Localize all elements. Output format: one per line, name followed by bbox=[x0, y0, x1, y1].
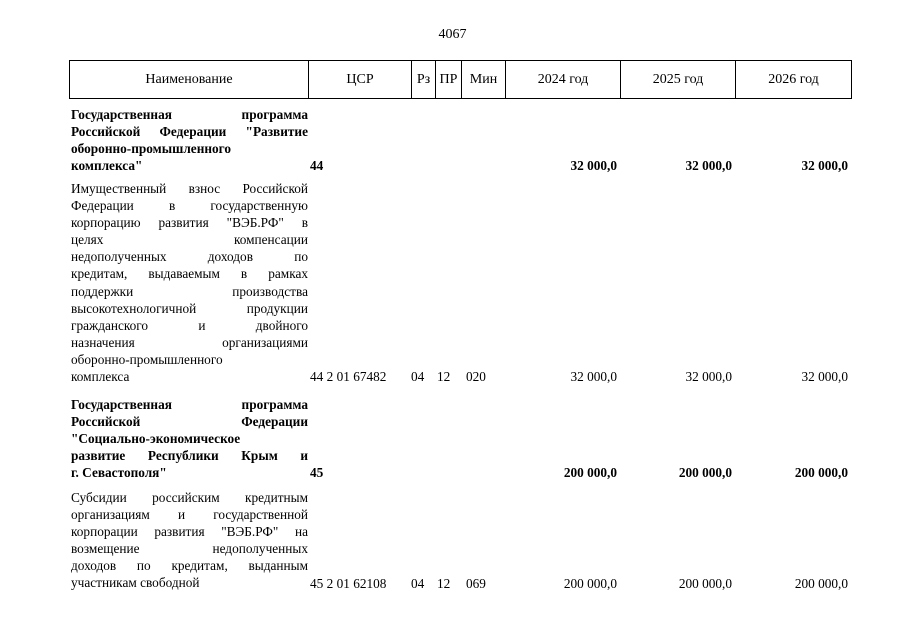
row-name-line: кредитам, выдаваемым в рамках bbox=[71, 266, 308, 282]
row-name bbox=[71, 106, 308, 174]
header-2026: 2026 год bbox=[736, 61, 852, 99]
row-name-line: комплекса" bbox=[71, 158, 143, 174]
row-csr: 45 2 01 62108 bbox=[310, 575, 387, 591]
row-2026: 200 000,0 bbox=[794, 575, 848, 591]
header-pr: ПР bbox=[436, 61, 462, 99]
row-csr: 44 2 01 67482 bbox=[310, 369, 387, 385]
row-name-line: корпорации развития "ВЭБ.РФ" на bbox=[71, 524, 308, 540]
row-name-line: организациям и государственной bbox=[71, 507, 308, 523]
row-2024: 32 000,0 bbox=[570, 158, 617, 174]
header-2025: 2025 год bbox=[621, 61, 736, 99]
row-rz: 04 bbox=[411, 575, 425, 591]
row-min: 020 bbox=[466, 369, 486, 385]
row-name bbox=[71, 396, 308, 481]
row-name-line: Государственная программа bbox=[71, 397, 308, 412]
row-name-line: высокотехнологичной продукции bbox=[71, 300, 308, 316]
row-min: 069 bbox=[466, 575, 486, 591]
row-name-line: Субсидии российским кредитным bbox=[71, 490, 308, 505]
header-rz: Рз bbox=[412, 61, 436, 99]
row-name bbox=[71, 489, 308, 592]
header-2024: 2024 год bbox=[506, 61, 621, 99]
row-name-line: Российской Федерации bbox=[71, 414, 308, 430]
row-name-line: оборонно-промышленного bbox=[71, 351, 223, 367]
row-name-line: оборонно-промышленного bbox=[71, 141, 232, 157]
row-2026: 32 000,0 bbox=[801, 369, 848, 385]
row-name-line: Федерации в государственную bbox=[71, 198, 308, 214]
row-name-line: возмещение недополученных bbox=[71, 541, 308, 557]
row-name-line: доходов по кредитам, выданным bbox=[71, 558, 308, 574]
row-name bbox=[71, 180, 308, 385]
row-name-line: поддержки производства bbox=[71, 283, 308, 299]
row-rz: 04 bbox=[411, 369, 425, 385]
row-2025: 200 000,0 bbox=[678, 465, 732, 481]
row-pr: 12 bbox=[437, 575, 451, 591]
row-name-line: целях компенсации bbox=[71, 232, 308, 248]
row-name-line: недополученных доходов по bbox=[71, 249, 308, 265]
row-name-line: гражданского и двойного bbox=[71, 317, 308, 333]
row-2026: 200 000,0 bbox=[794, 465, 848, 481]
header-name: Наименование bbox=[70, 61, 309, 99]
page-number: 4067 bbox=[438, 27, 467, 42]
row-2025: 32 000,0 bbox=[685, 369, 732, 385]
table-header bbox=[69, 60, 852, 99]
row-name-line: назначения организациями bbox=[71, 334, 308, 350]
row-name-line: Российской Федерации "Развитие bbox=[71, 124, 308, 140]
row-2025: 200 000,0 bbox=[678, 575, 732, 591]
header-min: Мин bbox=[462, 61, 506, 99]
row-2025: 32 000,0 bbox=[685, 158, 732, 174]
row-name-line: Государственная программа bbox=[71, 107, 308, 122]
row-name-line: "Социально-экономическое bbox=[71, 431, 241, 447]
row-2026: 32 000,0 bbox=[801, 158, 848, 174]
row-name-line: г. Севастополя" bbox=[71, 465, 167, 481]
row-name-line: Имущественный взнос Российской bbox=[71, 181, 308, 196]
header-csr: ЦСР bbox=[309, 61, 412, 99]
row-name-line: корпорацию развития "ВЭБ.РФ" в bbox=[71, 215, 308, 231]
row-csr: 45 bbox=[310, 465, 324, 481]
row-name-line: развитие Республики Крым и bbox=[71, 448, 308, 464]
row-name-line: участникам свободной bbox=[71, 575, 200, 591]
row-2024: 200 000,0 bbox=[563, 465, 617, 481]
row-pr: 12 bbox=[437, 369, 451, 385]
row-2024: 32 000,0 bbox=[570, 369, 617, 385]
row-name-line: комплекса bbox=[71, 369, 130, 385]
row-2024: 200 000,0 bbox=[563, 575, 617, 591]
row-csr: 44 bbox=[310, 158, 324, 174]
